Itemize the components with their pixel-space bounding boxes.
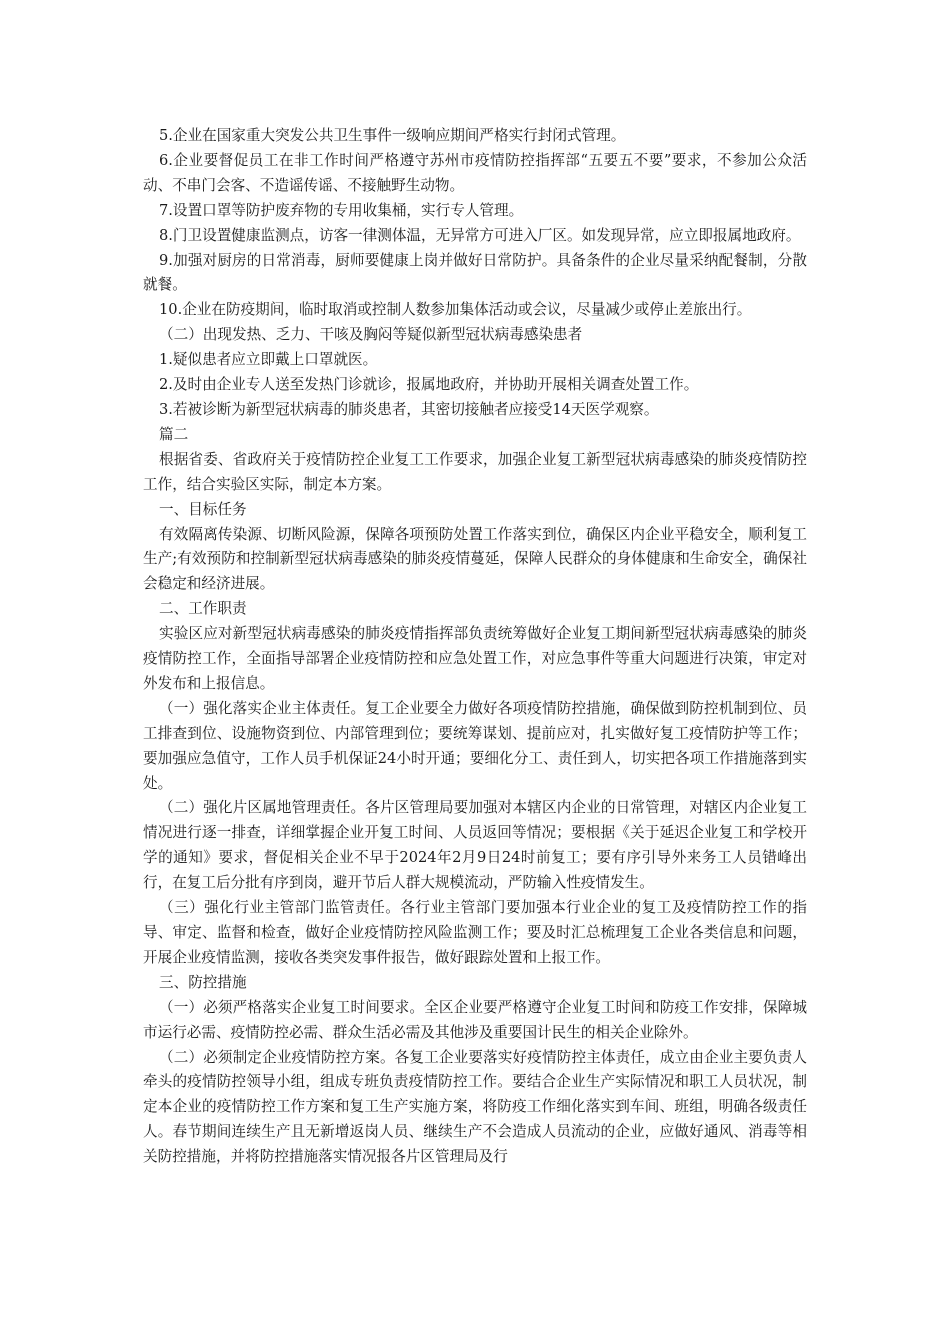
paragraph-item-7: 7.设置口罩等防护废弃物的专用收集桶，实行专人管理。 [159, 201, 524, 219]
paragraph-item-5: 5.企业在国家重大突发公共卫生事件一级响应期间严格实行封闭式管理。 [159, 127, 626, 144]
paragraph-duty-3: （三）强化行业主管部门监管责任。各行业主管部门要加强本行业企业的复工及疫情防控工作的指导、审定、监督和检查，做好企业疫情防控风险监测工作；要及时汇总梳理复工企业各类信息和问题，开展企业疫情监测，接收各类突发事件报告，做好跟踪处置和上报工作。 [143, 899, 807, 966]
paragraph-item-8: 8.门卫设置健康监测点，访客一律测体温，无异常方可进入厂区。如发现异常，应立即报属地政府。 [159, 226, 801, 244]
paragraph-duty-1: （一）强化落实企业主体责任。复工企业要全力做好各项疫情防控措施，确保做到防控机制到位、员工排查到位、设施物资到位、内部管理到位；要统筹谋划、提前应对，扎实做好复工疫情防护等工作；要加强应急值守，工作人员手机保证24小时开通；要细化分工、责任到人，切实把各项工作措施落到实处。 [143, 699, 807, 792]
document-body [143, 124, 807, 1170]
paragraph-intro: 根据省委、省政府关于疫情防控企业复工工作要求，加强企业复工新型冠状病毒感染的肺炎疫情防控工作，结合实验区实际，制定本方案。 [143, 450, 807, 493]
paragraph-duties: 实验区应对新型冠状病毒感染的肺炎疫情指挥部负责统筹做好企业复工期间新型冠状病毒感染的肺炎疫情防控工作，全面指导部署企业疫情防控和应急处置工作，对应急事件等重大问题进行决策，审定对外发布和上报信息。 [143, 625, 807, 692]
paragraph-measure-1: （一）必须严格落实企业复工时间要求。全区企业要严格遵守企业复工时间和防疫工作安排，保障城市运行必需、疫情防控必需、群众生活必需及其他涉及重要国计民生的相关企业除外。 [143, 998, 807, 1041]
section-heading-symptoms: （二）出现发热、乏力、干咳及胸闷等疑似新型冠状病毒感染患者 [159, 326, 583, 344]
paragraph-goals: 有效隔离传染源、切断风险源，保障各项预防处置工作落实到位，确保区内企业平稳安全，顺利复工生产;有效预防和控制新型冠状病毒感染的肺炎疫情蔓延，保障人民群众的身体健康和生命安全，确保社会稳定和经济进展。 [143, 525, 807, 593]
section-heading-duties: 二、工作职责 [159, 600, 247, 618]
part-heading: 篇二 [159, 425, 189, 443]
paragraph-item-10: 10.企业在防疫期间，临时取消或控制人数参加集体活动或会议，尽量减少或停止差旅出行。 [159, 301, 752, 319]
paragraph-symptom-1: 1.疑似患者应立即戴上口罩就医。 [159, 351, 378, 369]
paragraph-item-9: 9.加强对厨房的日常消毒，厨师要健康上岗并做好日常防护。具备条件的企业尽量采纳配餐制，分散就餐。 [143, 251, 807, 294]
section-heading-measures: 三、防控措施 [159, 973, 247, 991]
section-heading-goals: 一、目标任务 [159, 500, 247, 518]
paragraph-symptom-3: 3.若被诊断为新型冠状病毒的肺炎患者，其密切接触者应接受14天医学观察。 [159, 400, 659, 418]
paragraph-measure-2: （二）必须制定企业疫情防控方案。各复工企业要落实好疫情防控主体责任，成立由企业主要负责人牵头的疫情防控领导小组，组成专班负责疫情防控工作。要结合企业生产实际情况和职工人员状况，制定本企业的疫情防控工作方案和复工生产实施方案，将防疫工作细化落实到车间、班组，明确各级责任人。春节期间连续生产且无新增返岗人员、继续生产不会造成人员流动的企业，应做好通风、消毒等相关防控措施，并将防控措施落实情况报各片区管理局及行 [143, 1048, 807, 1166]
paragraph-symptom-2: 2.及时由企业专人送至发热门诊就诊，报属地政府，并协助开展相关调查处置工作。 [159, 376, 699, 394]
paragraph-item-6: 6.企业要督促员工在非工作时间严格遵守苏州市疫情防控指挥部“五要五不要”要求，不参加公众活动、不串门会客、不造谣传谣、不接触野生动物。 [143, 151, 807, 194]
paragraph-duty-2: （二）强化片区属地管理责任。各片区管理局要加强对本辖区内企业的日常管理，对辖区内企业复工情况进行逐一排查，详细掌握企业开复工时间、人员返回等情况；要根据《关于延迟企业复工和学校开学的通知》要求，督促相关企业不早于2024年2月9日24时前复工；要有序引导外来务工人员错峰出行，在复工后分批有序到岗，避开节后人群大规模流动，严防输入性疫情发生。 [143, 799, 807, 892]
